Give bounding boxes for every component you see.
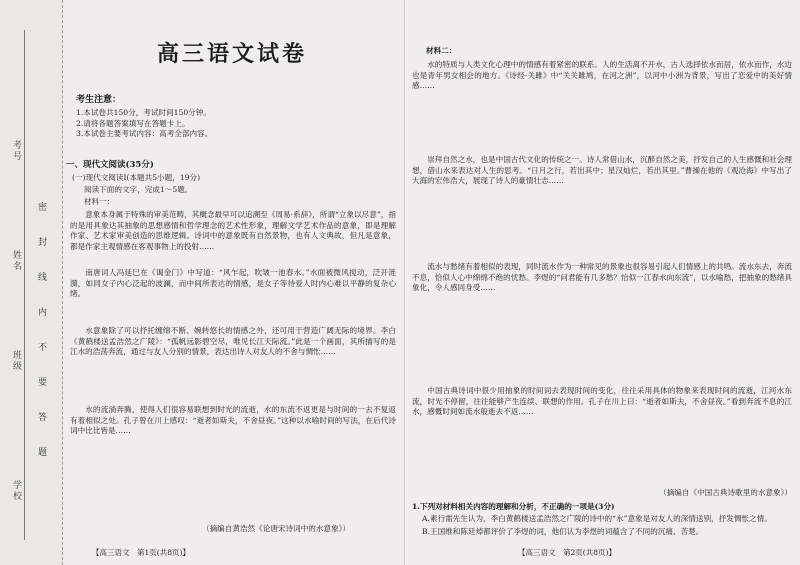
exam-title: 高三语文试卷 (156, 42, 307, 67)
seal-char: 答 (38, 413, 48, 423)
page-footer: 【高三语文 第1页(共8页)】 (92, 548, 190, 558)
page-footer: 【高三语文 第2页(共8页)】 (518, 548, 616, 558)
exam-no-label: 考号 (11, 140, 21, 162)
section-heading: 一、现代文阅读(35分) (66, 160, 154, 170)
binding-line (24, 30, 25, 540)
material-label: 材料二： (426, 46, 457, 55)
name-label: 姓名 (11, 250, 21, 272)
seal-char: 密 (38, 203, 48, 213)
notice-item: 2.请将各题答案填写在答题卡上。 (76, 118, 190, 128)
material-label: 材料一： (84, 197, 115, 206)
school-label: 学校 (11, 480, 21, 502)
subsection-heading: (一)现代文阅读Ⅰ(本题共5小题，19分) (72, 173, 201, 182)
instruction: 阅读下面的文字，完成1～5题。 (84, 185, 193, 194)
paragraph: 水意象除了可以抒托缠绵不断、婉转悠长的情感之外，还可用于营造广阔无际的境界。李白《黄鹤楼送孟浩然之广陵》：“孤帆远影碧空尽，唯见长江天际流。”此是一个画面，其所描写的是江水的浩荡奔流，通过与友人分别的情景，表达出诗人对友人的不舍与惆怅…… (70, 326, 396, 357)
option-b: B.王国维和陈廷焯都评价了李煜的词，他们认为李煜的词蕴含了不同的沉痛、苦楚。 (422, 527, 704, 536)
page-2 (408, 0, 796, 565)
page-1 (62, 0, 402, 565)
seal-char: 不 (38, 343, 48, 353)
seal-char: 线 (38, 273, 48, 283)
seal-char: 内 (38, 308, 48, 318)
question-1: 1.下列对材料相关内容的理解和分析，不正确的一项是(3分) (412, 502, 615, 511)
seal-char: 题 (38, 448, 48, 458)
notice-item: 1.本试卷共150分，考试时间150分钟。 (76, 108, 211, 117)
page-divider (404, 0, 405, 565)
seal-char: 封 (38, 238, 48, 248)
paragraph: 水的特质与人类文化心理中的情感有着紧密的联系。人的生活离不开水，古人选择依水而居，依水而作，水边也是青年男女相会的地方。《诗经·关雎》中“关关雎鸠，在河之洲”，以河中小洲为背景，写出了恋爱中的美好情感…… (412, 60, 792, 91)
paragraph: 流水与愁绪有着相似的表现，同时流水作为一种常见的景象也很容易引起人们情感上的共鸣。流水东去，奔流不息，恰似人心中绵绵不绝的忧愁。李煜的“问君能有几多愁？恰似一江春水向东流”，以水喻愁，把抽象的愁绪具象化，令人感同身受…… (412, 262, 792, 293)
paragraph: 水的流淌奔腾，使得人们很容易联想到时光的流逝，水的东流不返更是与时间的一去不复返有着相似之处。孔子曾在川上感叹：“逝者如斯夫，不舍昼夜。”这种以水喻时间的写法，在后代诗词中比比皆是…… (70, 405, 396, 436)
notice-title: 考生注意： (76, 95, 122, 105)
paragraph: 崇拜自然之水，也是中国古代文化的传统之一。诗人常借山水，沉醉自然之美，抒发自己的人生感慨和社会理想，借山水来表达对人生的思考。“日月之行，若出其中；星汉灿烂，若出其里。”曹操在他的《观沧海》中写出了大海的宏伟浩大，展现了诗人的豪情壮志…… (412, 155, 792, 186)
notice-list (76, 108, 396, 140)
notice-item: 3.本试卷主要考试内容：高考全部内容。 (76, 129, 213, 139)
option-a: A.素行需先生认为，李白黄鹤楼送孟浩然之广陵的诗中的“水”意象是对友人的深情送别，抒发惆怅之情。 (422, 514, 772, 523)
paragraph: 意象本身属于特殊的审美范畴，其概念最早可以追溯至《周易·系辞》，所谓“立象以尽意”，指的是用具象达其抽象的思想感情和哲学理念的艺术性形象，理解文学艺术作品的意象，即是理解作家、艺术家审美创造的思维逻辑。诗词中的意象既有自然景物，也有人文典故，但凡是意象，都是作家主观情感在客观事物上的投射…… (70, 210, 396, 251)
source-citation: （摘编自《中国古典诗歌里的水意象》） (659, 488, 792, 497)
class-label: 班级 (11, 350, 21, 372)
paragraph: 南唐词人冯延巳在《谒金门》中写道：“风乍起，吹皱一池春水。”水面被微风搅动，泛开涟漪，如同女子内心泛起的波澜，而中间所表达的情感，是女子等待爱人时内心难以平静的复杂心绪。 (70, 268, 396, 299)
paragraph: 中国古典诗词中很少用抽象的时间词去表现时间的变化，往往采用具体的物象来表现时间的流逝，江河水东流，时光不停留，往往能够产生连续、联想的作用。孔子在川上曰：“逝者如斯夫，不舍昼夜。”看到奔流不息的江水，感慨时间如流水般逝去不返…… (412, 386, 792, 417)
binding-strip (0, 0, 63, 565)
source-citation: （摘编自黄浩然《论唐宋诗词中的水意象》） (202, 524, 351, 533)
seal-char: 要 (38, 378, 48, 388)
